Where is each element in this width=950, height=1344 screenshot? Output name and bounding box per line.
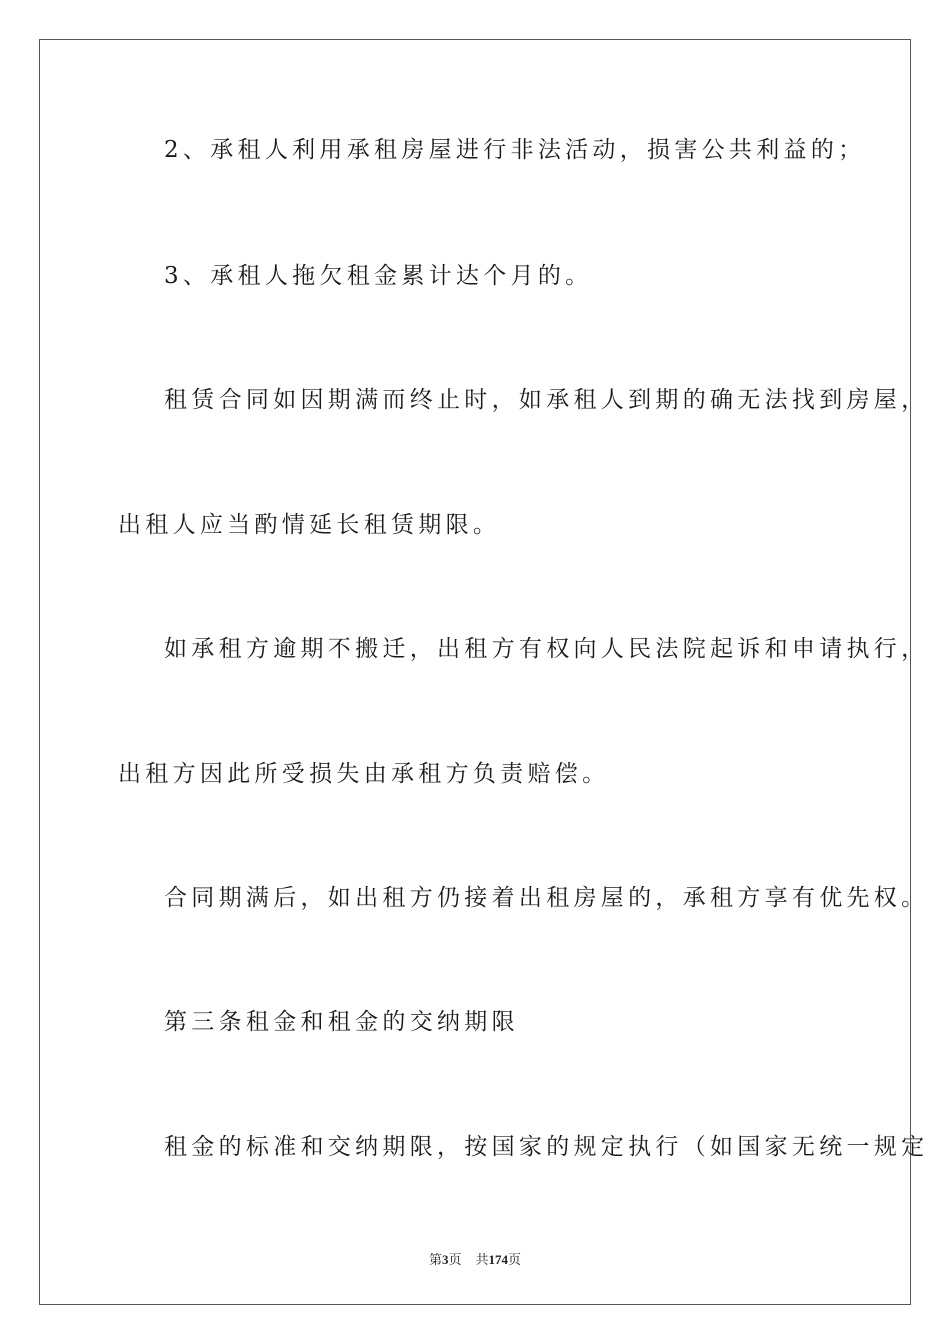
section-heading: 第三条租金和租金的交纳期限 [164, 1009, 519, 1035]
page-border [39, 39, 911, 1305]
footer-page-number: 3 [441, 1252, 449, 1267]
paragraph-line-5: 如承租方逾期不搬迁，出租方有权向人民法院起诉和申请执行， [164, 636, 929, 662]
footer-page-suffix: 页 [448, 1252, 462, 1267]
footer-total-pages: 174 [488, 1252, 509, 1267]
page-footer [0, 1249, 950, 1268]
paragraph-line-4: 出租人应当酌情延长租赁期限。 [118, 512, 501, 538]
paragraph-line-6: 出租方因此所受损失由承租方负责赔偿。 [118, 761, 610, 787]
footer-page-prefix: 第 [428, 1252, 442, 1267]
paragraph-line-9: 租金的标准和交纳期限，按国家的规定执行（如国家无统一规定 [164, 1134, 929, 1160]
paragraph-line-1: 2、承租人利用承租房屋进行非法活动，损害公共利益的； [164, 137, 866, 163]
paragraph-line-2: 3、承租人拖欠租金累计达个月的。 [164, 263, 593, 289]
footer-total-prefix: 共 [475, 1252, 489, 1267]
paragraph-line-3: 租赁合同如因期满而终止时，如承租人到期的确无法找到房屋， [164, 387, 929, 413]
paragraph-line-7: 合同期满后，如出租方仍接着出租房屋的，承租方享有优先权。 [164, 885, 929, 911]
footer-total-suffix: 页 [508, 1252, 522, 1267]
